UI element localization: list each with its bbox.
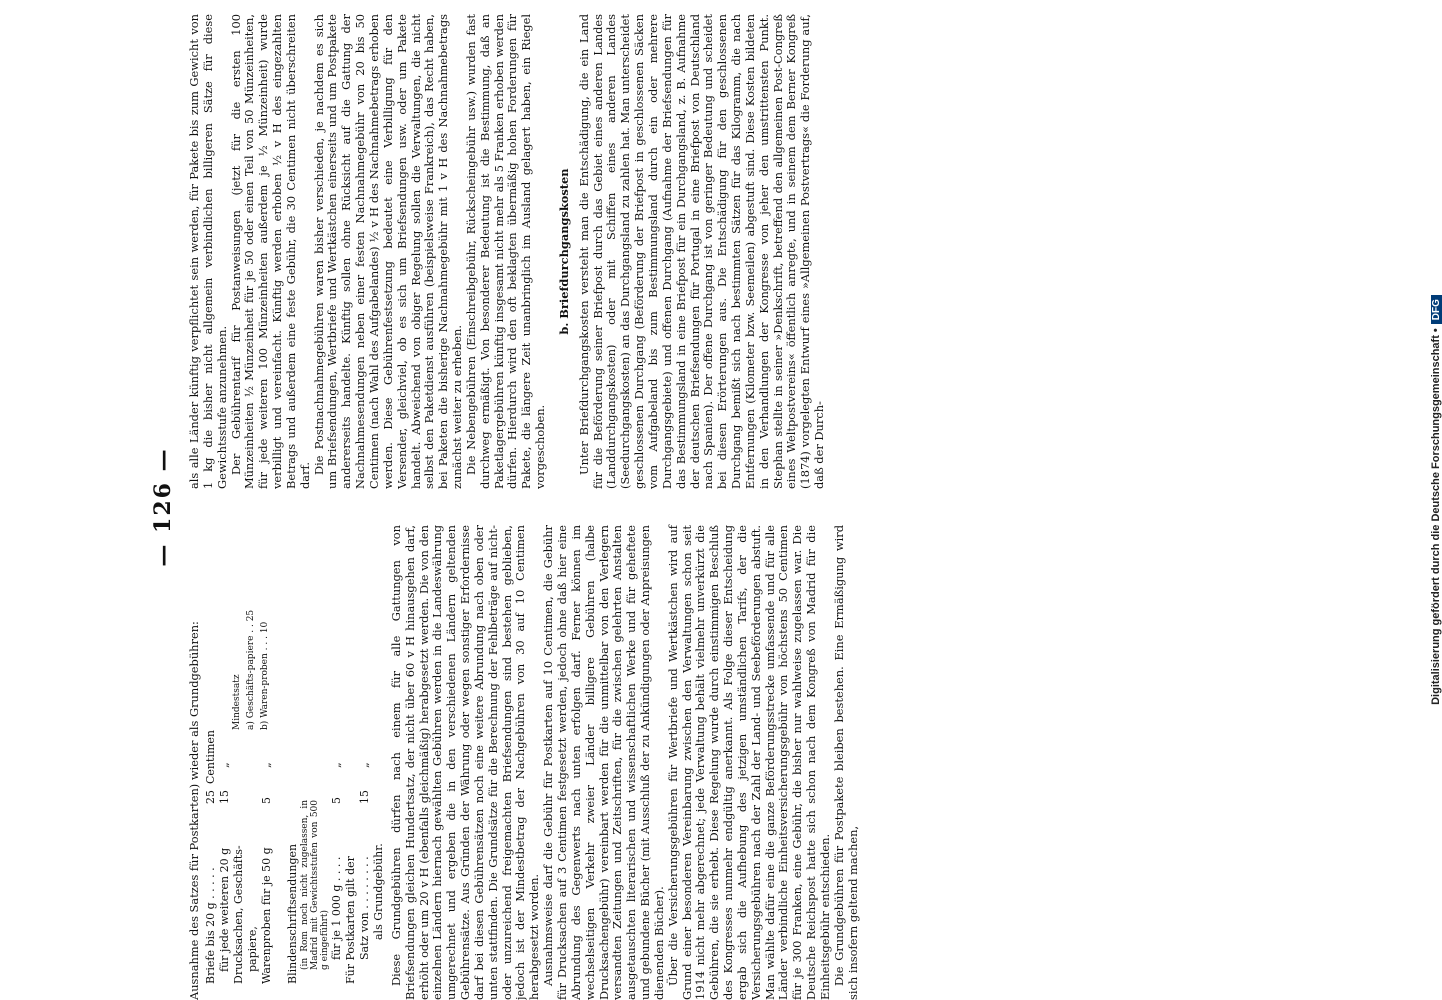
paragraph: Die Nebengebühren (Einschreibgebühr, Rückscheingebühr usw.) wurden fast durchweg ermäßigt. Von besonderer Bedeutung ist die Bestimmung, daß an Paketlagergebühren künftig insgesamt nicht mehr als 5 Franken erhoben werden dürfen. Hierdurch wird den oft beklagten übermäßig hohen Forderungen für Pakete, die längere Zeit unanbringlich im Ausland gelagert haben, ein Riegel vorgeschoben. bbox=[463, 14, 548, 489]
tariff-row: als Grundgebühr. bbox=[371, 843, 385, 940]
tariff-row: für je 1 000 g . . . . 5 „ bbox=[329, 762, 343, 960]
tariff-row: Für Postkarten gilt der bbox=[343, 856, 357, 984]
paragraph: Der Gebührentarif für Postanweisungen (jetzt für die ersten 100 Münzeinheiten ½ Münzeinheit für je 50 oder einen Teil von 50 Münzeinheiten, für jede weiteren 100 Münzeinheiten außerdem je ½ Münzeinheit) wurde verbilligt und vereinfacht. Künftig werden erhoben ½ v H des eingezahlten Betrags und außerdem eine feste Gebühr, die 30 Centimen nicht überschreiten darf. bbox=[228, 14, 312, 489]
tariff-row: Drucksachen, Geschäfts- Mindestsatz bbox=[231, 674, 245, 984]
tariff-intro: Ausnahme des Satzes für Postkarten) wieder als Grundgebühren: bbox=[187, 621, 201, 1000]
tariff-table bbox=[204, 525, 386, 1000]
paragraph: Unter Briefdurchgangskosten versteht man die Entschädigung, die ein Land für die Beförderung seiner Briefpost durch das Gebiet eines anderen Landes (Landdurchgangskosten) oder mit Schiffen eines anderen Landes (Seedurchgangskosten) an das Durchgangsland zu zahlen hat. Man unterscheidet geschlossenen Durchgang (Beförderung der Briefpost in geschlossenen Säcken vom Aufgabeland bis zum Bestimmungsland durch ein oder mehrere Durchgangsgebiete) und offenen Durchgang (Aufnahme der Briefsendungen für das Bestimmungsland in eine Briefpost für ein Durchgangsland, z. B. Aufnahme der deutschen Briefsendungen für Portugal in eine Briefpost von Deutschland nach Spanien). Der offene Durchgang ist von geringer Bedeutung und scheidet bei diesen Erörterungen aus. Die Entschädigung für den geschlossenen Durchgang bemißt sich nach bestimmten Sätzen für das Kilogramm, die nach Entfernungen (Kilometer bzw. Seemeilen) abgestuft sind. Diese Kosten bildeten in den Verhandlungen der Kongresse von jeher den umstrittensten Punkt. Stephan stellte in seiner »Denkschrift, betreffend den allgemeinen Post-Congreß eines Weltpostvereins« öffentlich anregte, und in seinem dem Berner Kongreß (1874) vorgelegten Entwurf eines »Allgemeinen Postvertrags« die Forderung auf, daß der Durch- bbox=[576, 14, 827, 489]
section-heading: b. Briefdurchgangskosten bbox=[556, 168, 571, 335]
right-column bbox=[188, 14, 827, 489]
tariff-row: für jede weiteren 20 g 15 „ bbox=[217, 762, 231, 972]
left-column bbox=[188, 525, 861, 1000]
page-number: — 126 — bbox=[150, 447, 176, 567]
rotated-page bbox=[150, 14, 1400, 1000]
min-rate-title: Mindestsatz bbox=[231, 674, 242, 730]
paragraph: Die Grundgebühren für Postpakete bleiben bestehen. Eine Ermäßigung wird sich insofern geltend machen, bbox=[831, 525, 860, 1000]
credit-text: Digitalisierung gefördert durch die Deutsche Forschungsgemeinschaft • bbox=[1430, 328, 1442, 705]
paragraph: Die Postnachnahmegebühren waren bisher verschieden, je nachdem es sich um Briefsendungen, Wertbriefe und Wertkästchen einerseits und um Postpakete andererseits handelte. Künftig sollen ohne Rücksicht auf die Gattung der Nachnahmesendungen neben einer festen Nachnahmegebühr von 20 bis 50 Centimen (nach Wahl des Aufgabelandes) ½ v H des Nachnahmebetrags erhoben werden. Diese Gebührenfestsetzung bedeutet eine Verbilligung für den Versender, gleichviel, ob es sich um Briefsendungen usw. oder um Pakete handelt. Abweichend von obiger Regelung sollen die Verwaltungen, die nicht selbst den Paketdienst ausführen (beispielsweise Frankreich), das Recht haben, bei Paketen die bisherige Nachnahmegebühr mit 1 v H des Nachnahmebetrags zunächst weiter zu erheben. bbox=[311, 14, 465, 489]
min-rate-a: a) Geschäfts-papiere . . 25 bbox=[245, 609, 256, 730]
paragraph: als alle Länder künftig verpflichtet sein werden, für Pakete bis zum Gewicht von 1 kg die bisher nicht allgemein verbindlichen billigeren Sätze für diese Gewichtsstufe anzunehmen. bbox=[187, 14, 229, 489]
min-rate-b: b) Waren-proben . . . 10 bbox=[259, 621, 270, 730]
tariff-row: Warenproben für je 50 g 5 „ b) Waren-proben . . . 10 bbox=[259, 621, 273, 984]
tariff-row: Briefe bis 20 g . . . . . 25 Centimen bbox=[203, 730, 217, 984]
tariff-row: papiere, a) Geschäfts-papiere . . 25 bbox=[245, 609, 259, 972]
blind-note: (in Rom noch nicht zugelassen, in Madrid mit Gewichtsstufen von 500 g eingeführt) bbox=[299, 800, 330, 970]
paragraph: Über die Versicherungsgebühren für Wertbriefe und Wertkästchen wird auf Grund einer besonderen Vereinbarung zwischen den Verwaltungen schon seit 1914 nicht mehr abgerechnet; jede Verwaltung behält vielmehr unverkürzt die Gebühren, die sie erhebt. Diese Regelung wurde durch einstimmigen Beschluß des Kongresses nunmehr endgültig anerkannt. Als Folge dieser Entscheidung ergab sich die Aufhebung des jetzigen umständlichen Tarifs, der die Versicherungsgebühren nach der Zahl der Land- und Seebeförderungen abstuft. Man wählte dafür eine die ganze Beförderungsstrecke umfassende und für alle Länder verbindliche Einheitsversicherungsgebühr von höchstens 50 Centimen für je 300 Franken, eine Gebühr, die bisher nur wahlweise zugelassen war. Die Deutsche Reichspost hatte sich schon nach dem Kongreß von Madrid für die Einheitsgebühr entschieden. bbox=[665, 525, 832, 1000]
tariff-row: Satz von . . . . . . . . 15 „ bbox=[357, 762, 371, 960]
paragraph: Diese Grundgebühren dürfen nach einem für alle Gattungen von Briefsendungen gleichen Hundertsatz, der nicht über 60 v H hinausgehen darf, erhöht oder um 20 v H (ebenfalls gleichmäßig) herabgesetzt werden. Die von den einzelnen Ländern hiernach gewählten Gebühren werden in die Landeswährung umgerechnet und ergeben die in den verschiedenen Ländern geltenden Gebührensätze. Aus Gründen der Währung oder wegen sonstiger Erfordernisse darf bei diesen Gebührensätzen noch eine weitere Abrundung nach oben oder unten stattfinden. Die Grundsätze für die Berechnung der Fehlbeträge auf nicht- oder unzureichend freigemachten Briefsendungen sind bestehen geblieben, jedoch ist der Mindestbetrag der Nachgebühren von 30 auf 10 Centimen herabgesetzt worden. bbox=[388, 525, 542, 1000]
dfg-logo: DFG bbox=[1431, 295, 1442, 324]
credit-strip bbox=[1408, 0, 1442, 1000]
paragraph: Ausnahmsweise darf die Gebühr für Postkarten auf 10 Centimen, die Gebühr für Drucksachen auf 3 Centimen festgesetzt werden, jedoch ohne daß hier eine Abrundung des Gegenwerts nach unten erfolgen darf. Ferner können im wechselseitigen Verkehr zweier Länder billigere Gebühren (halbe Drucksachengebühr) vereinbart werden für die unmittelbar von den Verlegern versandten Zeitungen und Zeitschriften, für die zwischen gelehrten Anstalten ausgetauschten literarischen und wissenschaftlichen Werke und für geheftete und gebundene Bücher (mit Ausschluß der zu Ankündigungen oder Anpreisungen dienenden Bücher). bbox=[541, 525, 666, 1000]
tariff-row: Blindenschriftsendungen bbox=[285, 843, 299, 984]
